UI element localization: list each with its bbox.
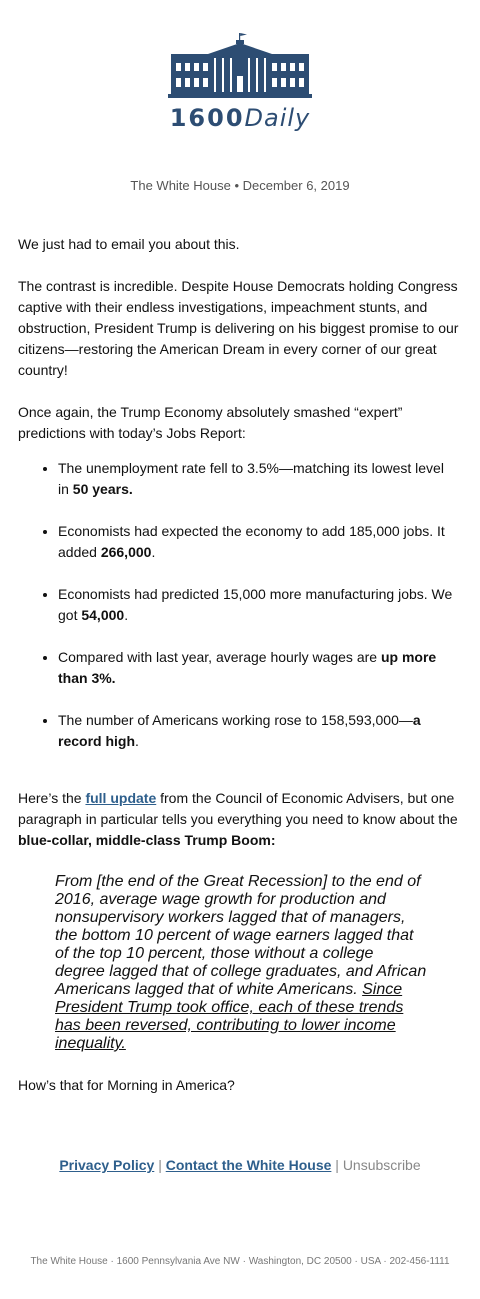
logo: [168, 30, 312, 138]
unsubscribe-link[interactable]: Unsubscribe: [342, 1157, 421, 1173]
logo-word: Daily: [244, 104, 311, 132]
list-item: • Economists had predicted 15,000 more manufacturing jobs. We got 54,000.: [58, 584, 464, 626]
intro-paragraph: We just had to email you about this.: [18, 236, 240, 252]
privacy-policy-link[interactable]: Privacy Policy: [59, 1157, 155, 1173]
contrast-paragraph: The contrast is incredible. Despite House Democrats holding Congress captive with their endless investigations, impeachment stunts, and obstruction, President Trump is delivering on his biggest promise to our citizens—restoring the American Dream in every corner of our great country!: [18, 278, 459, 378]
jobs-report-list: [18, 458, 464, 752]
dateline: The White House • December 6, 2019: [130, 178, 350, 193]
white-house-building-icon: [168, 30, 312, 102]
logo-wordmark: [168, 104, 312, 132]
closing-paragraph: How’s that for Morning in America?: [18, 1077, 235, 1093]
footer-separator: |: [158, 1157, 162, 1173]
once-again-paragraph: Once again, the Trump Economy absolutely smashed “expert” predictions with today’s Jobs Report:: [18, 404, 403, 441]
email-body: [18, 234, 464, 1096]
contact-link[interactable]: Contact the White House: [165, 1157, 332, 1173]
list-item: • The number of Americans working rose to 158,593,000—a record high.: [58, 710, 464, 752]
footer-links: [0, 1157, 480, 1173]
logo-number: 1600: [169, 104, 245, 132]
update-paragraph: Here’s the full update from the Council of Economic Advisers, but one paragraph in particular tells you everything you need to know about the blue-collar, middle-class Trump Boom:: [18, 790, 458, 848]
quote-text: From [the end of the Great Recession] to the end of 2016, average wage growth for production and nonsupervisory workers lagged that of managers, the bottom 10 percent of wage earners lagged that of the top 10 percent, those without a college degree lagged that of college graduates, and African Americans lagged that of white Americans.: [55, 873, 427, 998]
cea-quote: [55, 873, 427, 1053]
footer-separator: |: [335, 1157, 339, 1173]
footer-address: The White House · 1600 Pennsylvania Ave NW · Washington, DC 20500 · USA · 202-456-1111: [30, 1256, 450, 1267]
list-item: • Economists had expected the economy to add 185,000 jobs. It added 266,000.: [58, 521, 464, 563]
quote-underlined-text: Since President Trump took office, each of these trends has been reversed, contributing to lower income inequality.: [55, 981, 404, 1052]
full-update-link[interactable]: full update: [85, 790, 157, 806]
list-item: • Compared with last year, average hourly wages are up more than 3%.: [58, 647, 464, 689]
list-item: • The unemployment rate fell to 3.5%—matching its lowest level in 50 years.: [58, 458, 464, 500]
